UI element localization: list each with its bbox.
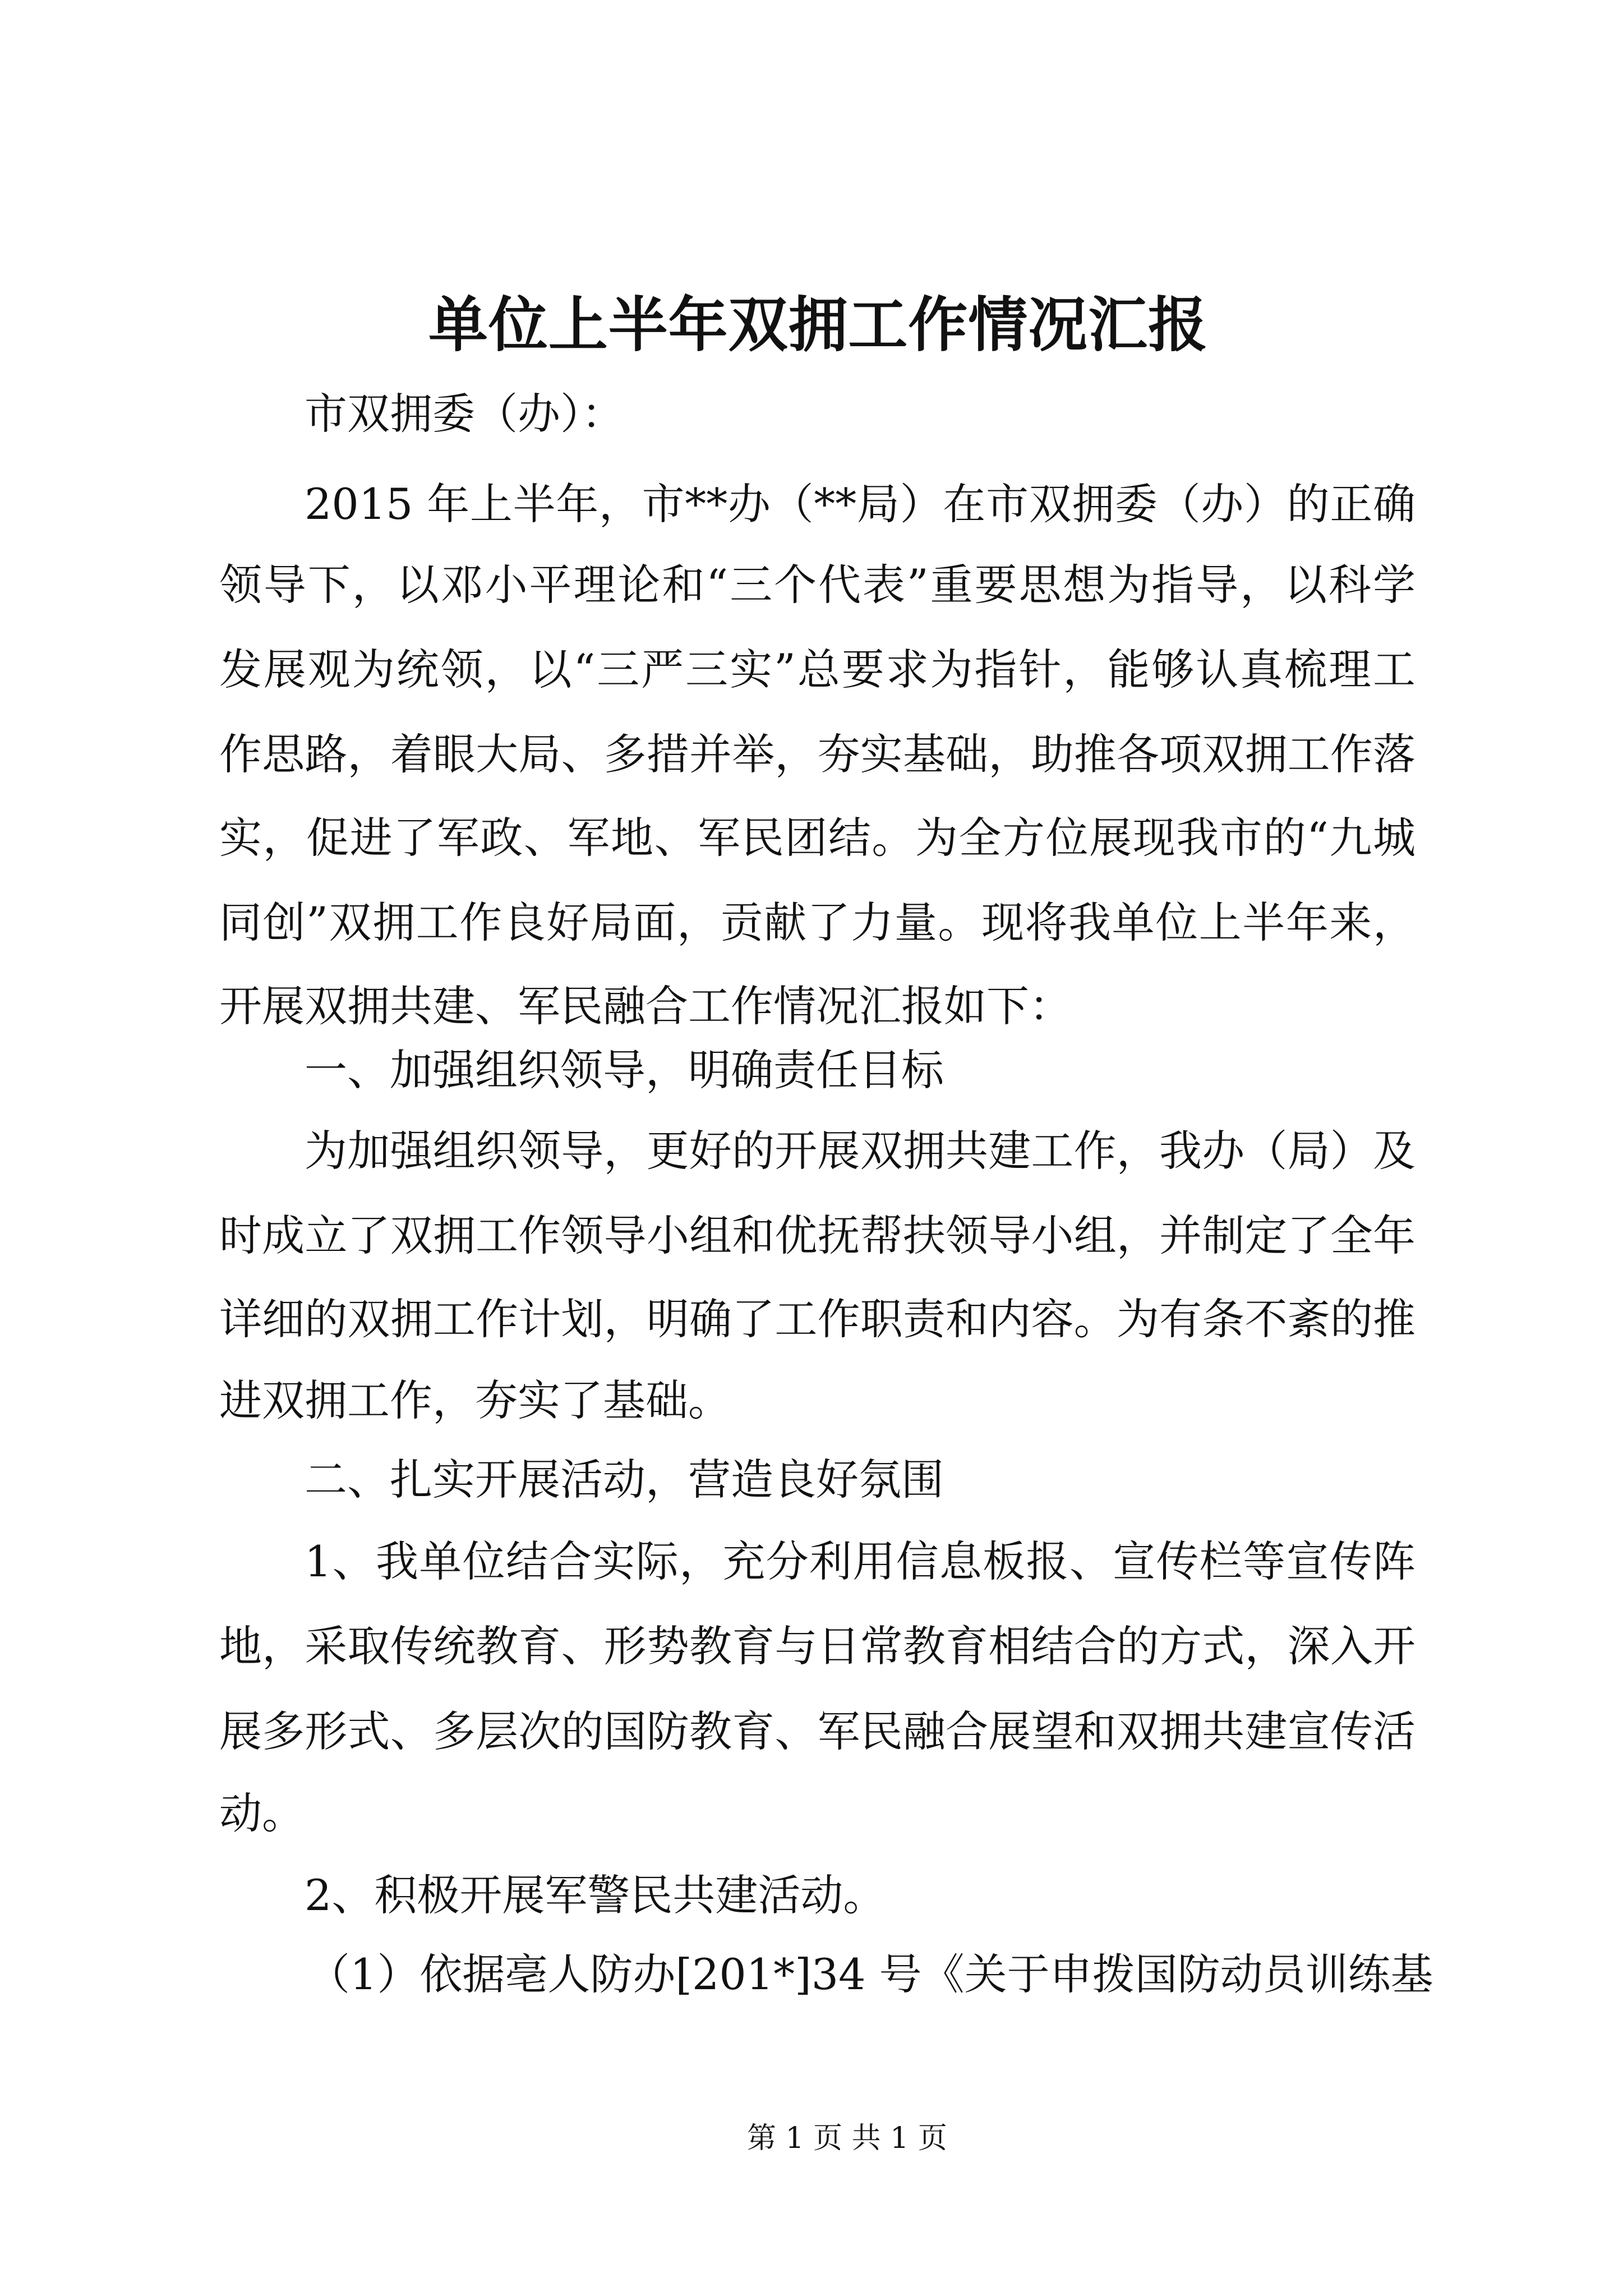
paragraph-line: 展多形式、多层次的国防教育、军民融合展望和双拥共建宣传活 [219,1706,1415,1756]
paragraph-line: （1）依据亳人防办[201*]34 号《关于申拨国防动员训练基 [307,1949,1433,1999]
paragraph-line: 2、积极开展军警民共建活动。 [305,1870,886,1920]
paragraph-line: 开展双拥共建、军民融合工作情况汇报如下： [219,981,1072,1031]
paragraph-line: 领导下，以邓小平理论和“三个代表”重要思想为指导，以科学 [219,560,1415,610]
paragraph-line: 作思路，着眼大局、多措并举，夯实基础，助推各项双拥工作落 [219,729,1415,779]
page-number-footer: 第 1 页 共 1 页 [747,2122,947,2155]
paragraph-line: 1、我单位结合实际，充分利用信息板报、宣传栏等宣传阵 [305,1536,1415,1586]
paragraph-line: 进双拥工作，夯实了基础。 [219,1375,731,1425]
paragraph-line: 发展观为统领，以“三严三实”总要求为指针，能够认真梳理工 [219,645,1415,694]
salutation: 市双拥委（办）： [305,389,624,439]
paragraph-line: 2015 年上半年，市**办（**局）在市双拥委（办）的正确 [305,479,1415,529]
document-title: 单位上半年双拥工作情况汇报 [428,289,1207,360]
paragraph-line: 为加强组织领导，更好的开展双拥共建工作，我办（局）及 [305,1126,1415,1176]
paragraph-line: 详细的双拥工作计划，明确了工作职责和内容。为有条不紊的推 [219,1294,1415,1344]
section-heading: 二、扎实开展活动，营造良好氛围 [305,1455,944,1504]
paragraph-line: 时成立了双拥工作领导小组和优抚帮扶领导小组，并制定了全年 [219,1211,1415,1260]
paragraph-line: 动。 [219,1788,305,1838]
paragraph-line: 同创”双拥工作良好局面，贡献了力量。现将我单位上半年来， [219,898,1415,947]
section-heading: 一、加强组织领导，明确责任目标 [305,1045,944,1095]
paragraph-line: 实，促进了军政、军地、军民团结。为全方位展现我市的“九城 [219,813,1415,863]
paragraph-line: 地，采取传统教育、形势教育与日常教育相结合的方式，深入开 [219,1621,1415,1671]
